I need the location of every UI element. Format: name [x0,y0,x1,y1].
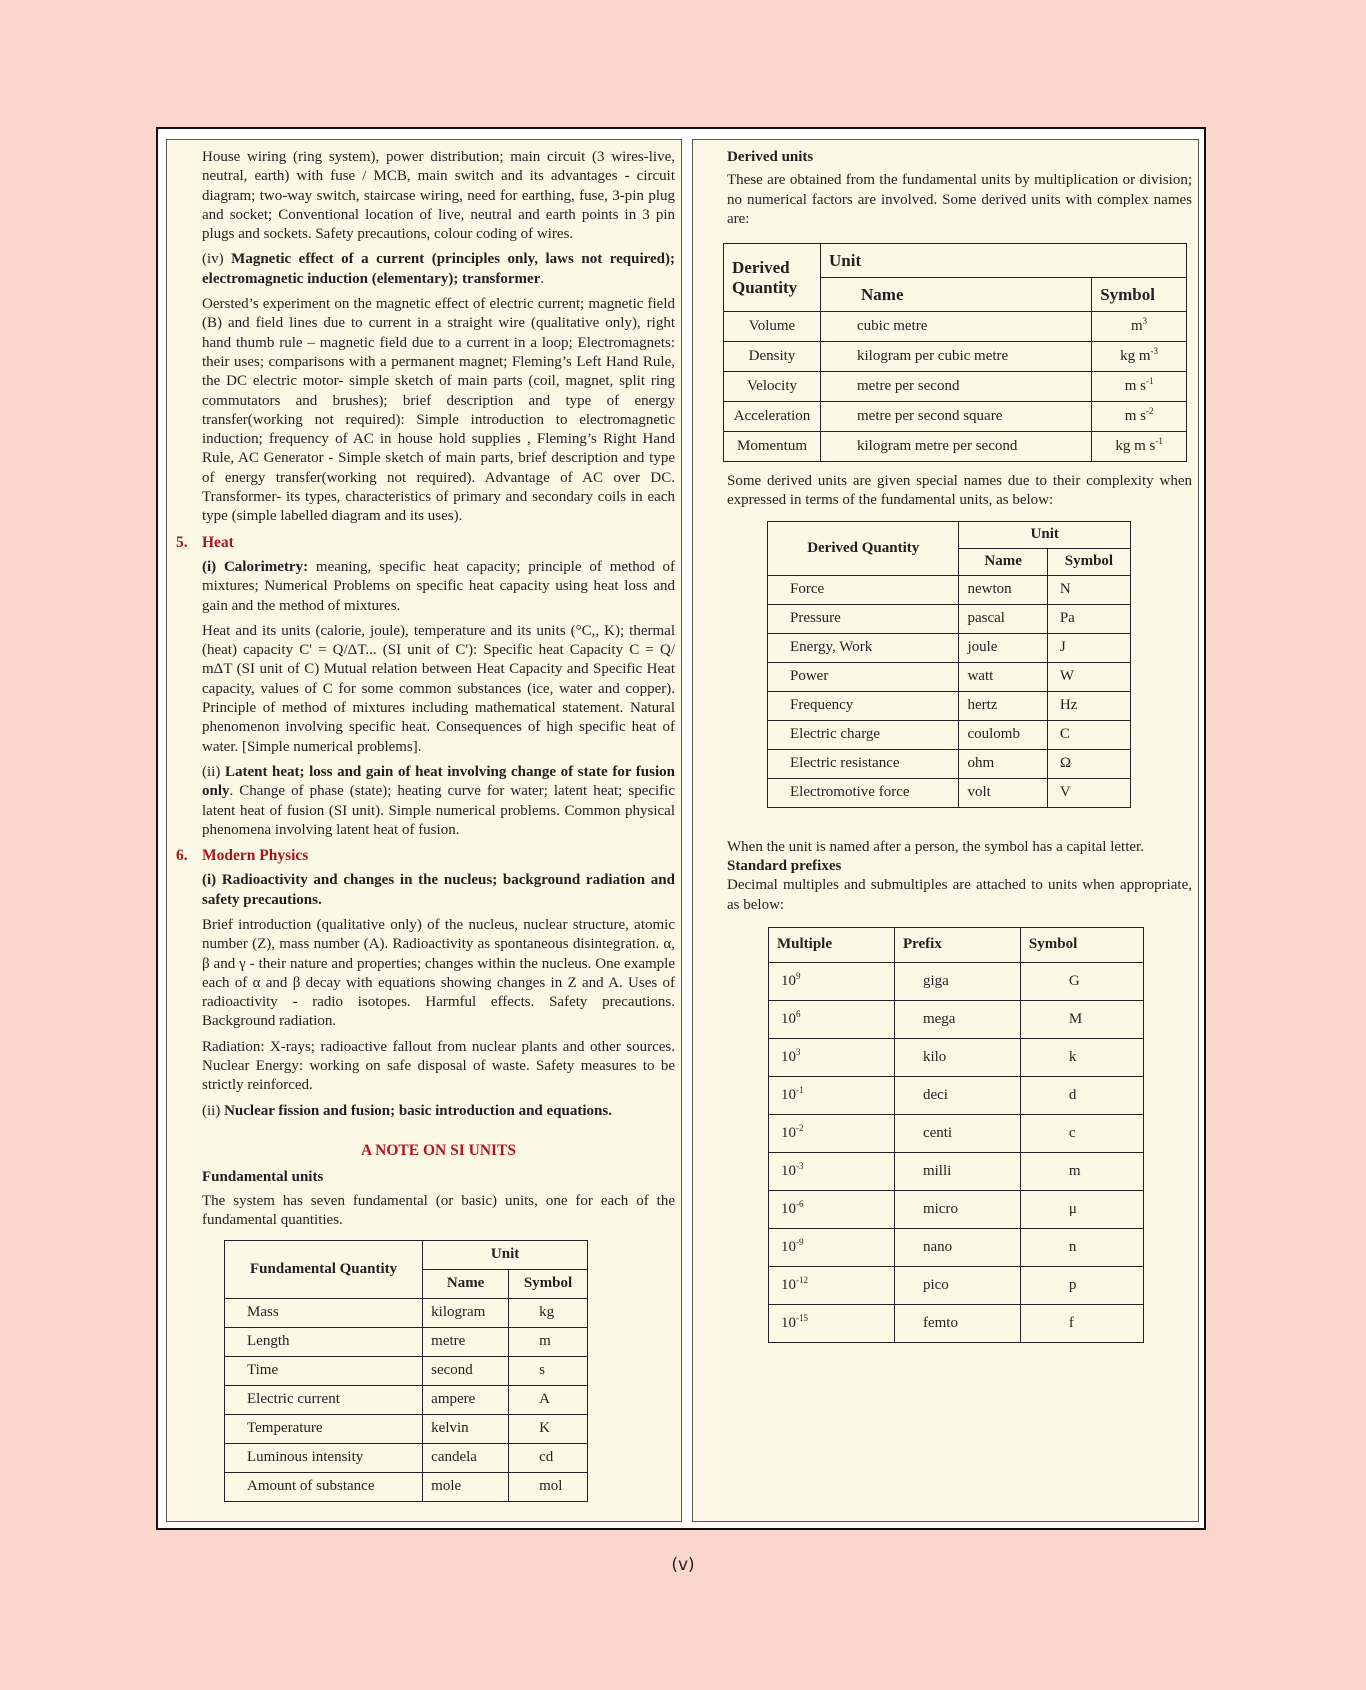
name-cell-text: watt [967,668,994,685]
table-row [769,1304,1144,1342]
header-symbol: Symbol [509,1270,588,1299]
item-text: . Change of phase (state); heating curve for water; latent heat; specific latent heat of fusion (SI unit). Simple numerical problems. Common physical phenomena involving latent heat of fusion. [202,783,675,838]
symbol-cell-text: Pa [1059,610,1075,627]
section-number: 6. [176,847,188,865]
name-cell [959,749,1047,778]
quantity-cell [724,372,821,402]
symbol-cell [1092,342,1187,372]
prefix-table [768,927,1144,1343]
superscript: -12 [796,1274,808,1285]
quantity-cell-text: Electric current [247,1391,340,1408]
fission-heading [202,1102,675,1121]
symbol-cell [1020,1190,1143,1228]
symbol-cell [1092,312,1187,342]
multiple-cell-text: 10 [781,972,796,989]
quantity-cell [225,1357,423,1386]
symbol-cell [509,1357,588,1386]
superscript: 6 [796,1008,801,1019]
table-row [724,402,1187,432]
symbol-cell-text: Hz [1059,697,1078,714]
table-row [768,749,1131,778]
name-cell [959,633,1047,662]
table-row [724,372,1187,402]
symbol-cell [1047,749,1130,778]
header-unit: Unit [821,244,1187,278]
table-row [769,1152,1144,1190]
quantity-cell [768,604,959,633]
superscript: -6 [796,1198,804,1209]
name-cell-text: mole [431,1478,462,1495]
symbol-cell-text: c [1068,1124,1076,1141]
table-row [225,1415,588,1444]
prefix-cell [894,1304,1020,1342]
name-cell [423,1473,509,1502]
page-number: (v) [671,1555,695,1575]
item-number: (iv) [202,251,232,268]
table-row [769,1076,1144,1114]
si-units-title: A NOTE ON SI UNITS [360,1141,517,1159]
name-cell-text: ohm [967,755,995,772]
prefix-cell-text: deci [922,1086,948,1103]
prefix-cell [894,1190,1020,1228]
multiple-cell [769,1228,895,1266]
multiple-cell [769,1266,895,1304]
table-row [724,342,1187,372]
page-frame [156,127,1206,1530]
prefix-cell-text: femto [922,1314,958,1331]
symbol-cell [509,1473,588,1502]
prefix-cell [894,1266,1020,1304]
superscript: 3 [796,1046,801,1057]
quantity-cell-text: Velocity [747,378,797,395]
header-symbol: Symbol [1020,927,1143,962]
multiple-cell-text: 10 [781,1010,796,1027]
quantity-cell [724,342,821,372]
table-row [768,691,1131,720]
quantity-cell-text: Mass [247,1304,279,1321]
table-row [724,312,1187,342]
header-unit: Unit [959,521,1131,548]
quantity-cell-text: Pressure [790,610,841,627]
prefix-cell-text: micro [922,1200,958,1217]
name-cell [959,720,1047,749]
header-quantity: Derived Quantity [768,521,959,575]
prefix-cell [894,962,1020,1000]
table-row [769,1038,1144,1076]
prefix-cell [894,1038,1020,1076]
symbol-cell-text: Ω [1059,755,1071,772]
heat-units-paragraph: Heat and its units (calorie, joule), temperature and its units (°C,, K); thermal (heat) capacity C' = Q/ΔT... (SI unit of C'): Specific heat Capacity C = Q/ mΔT (SI unit of C) Mutual relation between Heat Capacity and Specific Heat capacity, values of C for some common substances (ice, water and copper). Principle of method of mixtures including mathematical statement. Natural phenomenon involving specific heat. Consequences of high specific heat of water. [Simple numerical problems]. [202,622,675,755]
prefix-cell-text: pico [922,1276,949,1293]
item-title: Nuclear fission and fusion; basic introduction and equations. [224,1102,612,1119]
symbol-cell [1020,1266,1143,1304]
superscript: -1 [796,1084,804,1095]
symbol-cell-text: M [1068,1010,1083,1027]
name-cell-text: kilogram per cubic metre [857,348,1009,365]
prefix-cell [894,1114,1020,1152]
prefix-cell-text: centi [922,1124,953,1141]
table-row [225,1299,588,1328]
item-title: (i) Calorimetry: [202,558,309,575]
name-cell-text: ampere [431,1391,476,1408]
symbol-cell-text: N [1059,581,1071,598]
name-cell [423,1357,509,1386]
symbol-cell-text: m s [1124,408,1146,425]
table-row [769,1000,1144,1038]
symbol-cell [1020,1304,1143,1342]
symbol-cell-text: V [1059,784,1071,801]
name-cell [821,432,1092,462]
derived-units-table [723,243,1187,462]
quantity-cell-text: Temperature [247,1420,323,1437]
name-cell-text: candela [431,1449,477,1466]
symbol-cell [1047,604,1130,633]
name-cell-text: joule [967,639,998,656]
quantity-cell [768,720,959,749]
table-row [225,1328,588,1357]
prefix-cell [894,1152,1020,1190]
quantity-cell [768,662,959,691]
multiple-cell [769,1038,895,1076]
quantity-cell [225,1444,423,1473]
table-row [225,1473,588,1502]
quantity-cell-text: Time [247,1362,279,1379]
symbol-cell [1047,778,1130,807]
symbol-cell [1020,1228,1143,1266]
symbol-cell [509,1299,588,1328]
quantity-cell-text: Power [790,668,829,685]
multiple-cell [769,1304,895,1342]
quantity-cell-text: Electromotive force [790,784,910,801]
name-cell-text: hertz [967,697,998,714]
table-row [769,1266,1144,1304]
superscript: -3 [796,1160,804,1171]
name-cell [959,662,1047,691]
table-row [225,1386,588,1415]
quantity-cell [768,575,959,604]
header-multiple: Multiple [769,927,895,962]
latent-heat-paragraph [202,763,675,840]
name-cell [821,372,1092,402]
symbol-cell [1020,1000,1143,1038]
symbol-cell-text: f [1068,1314,1074,1331]
name-cell-text: metre per second square [857,408,1003,425]
radioactivity-heading [202,871,675,910]
superscript: 9 [796,970,801,981]
standard-prefixes-heading: Standard prefixes [727,858,842,875]
name-cell [821,312,1092,342]
symbol-cell-text: mol [539,1478,563,1495]
header-name: Name [959,548,1047,575]
person-note: When the unit is named after a person, the symbol has a capital letter. [727,838,1144,855]
symbol-cell-text: J [1059,639,1066,656]
item-title: Latent heat; loss and gain of heat involving change of state for fusion only [202,763,675,800]
prefix-cell [894,1228,1020,1266]
prefix-cell-text: milli [922,1162,952,1179]
symbol-cell-text: C [1059,726,1070,743]
quantity-cell [225,1415,423,1444]
quantity-cell [724,432,821,462]
item-title: (i) Radioactivity and changes in the nucleus; background radiation and safety precautions. [202,872,675,908]
symbol-cell-text: m [539,1333,551,1350]
derived-units-intro: These are obtained from the fundamental units by multiplication or division; no numerical factors are involved. Some derived units with complex names are: [727,172,1192,227]
symbol-cell-text: kg m [1120,348,1151,365]
special-names-intro: Some derived units are given special names due to their complexity when expressed in terms of the fundamental units, as below: [727,473,1192,509]
quantity-cell-text: Amount of substance [247,1478,375,1495]
quantity-cell [225,1386,423,1415]
header-symbol: Symbol [1092,278,1187,312]
quantity-cell-text: Frequency [790,697,854,714]
prefix-cell-text: kilo [922,1048,947,1065]
name-cell-text: kilogram [431,1304,486,1321]
prefix-cell [894,1000,1020,1038]
name-cell [423,1415,509,1444]
radiation-paragraph: Radiation: X-rays; radioactive fallout from nuclear plants and other sources. Nuclear Energy: working on safe disposal of waste. Safety measures to be strictly reinforced. [202,1038,675,1094]
table-row [769,1190,1144,1228]
table-row [768,604,1131,633]
symbol-cell-text: m s [1124,378,1146,395]
multiple-cell [769,1190,895,1228]
symbol-cell [1047,720,1130,749]
symbol-cell [1020,1038,1143,1076]
superscript: -2 [796,1122,804,1133]
house-wiring-paragraph: House wiring (ring system), power distribution; main circuit (3 wires-live, neutral, earth) with fuse / MCB, main switch and its advantages - circuit diagram; two-way switch, staircase wiring, need for earthing, fuse, 3-pin plug and socket; Conventional location of live, neutral and earth points in 3 pin plugs and sockets. Safety precautions, colour coding of wires. [202,149,675,243]
standard-prefixes-intro: Decimal multiples and submultiples are attached to units when appropriate, as below: [727,877,1192,913]
name-cell [959,691,1047,720]
quantity-cell [225,1299,423,1328]
symbol-cell [1020,962,1143,1000]
symbol-cell [1020,1152,1143,1190]
item-number: (ii) [202,763,225,780]
symbol-cell [1020,1114,1143,1152]
name-cell [959,604,1047,633]
symbol-cell-text: n [1068,1238,1077,1255]
symbol-cell-text: k [1068,1048,1077,1065]
fundamental-units-intro: The system has seven fundamental (or basic) units, one for each of the fundamental quantities. [202,1192,675,1228]
table-row [225,1444,588,1473]
special-names-table [767,521,1131,808]
multiple-cell-text: 10 [781,1048,796,1065]
name-cell [959,575,1047,604]
name-cell-text: kilogram metre per second [857,438,1018,455]
symbol-cell-text: A [539,1391,550,1408]
symbol-cell-text: p [1068,1276,1077,1293]
symbol-cell [509,1328,588,1357]
quantity-cell-text: Energy, Work [790,639,873,656]
table-row [769,962,1144,1000]
multiple-cell-text: 10 [781,1276,796,1293]
calorimetry-paragraph [202,558,675,616]
section-heat-heading [176,533,675,552]
name-cell [821,342,1092,372]
symbol-cell [1092,402,1187,432]
symbol-cell [1047,575,1130,604]
superscript: -3 [1150,346,1159,357]
radioactivity-paragraph: Brief introduction (qualitative only) of the nucleus, nuclear structure, atomic number (Z), mass number (A). Radioactivity as spontaneous disintegration. α, β and γ - their nature and properties; changes within the nucleus. One example each of α and β decay with equations showing changes in Z and A. Uses of radioactivity - radio isotopes. Harmful effects. Safety precautions. Background radiation. [202,916,675,1030]
name-cell [423,1299,509,1328]
multiple-cell-text: 10 [781,1238,796,1255]
symbol-cell [509,1386,588,1415]
symbol-cell-text: K [539,1420,550,1437]
symbol-cell-text: G [1068,972,1080,989]
quantity-cell-text: Electric charge [790,726,881,743]
left-column [166,139,682,1522]
name-cell-text: coulomb [967,726,1020,743]
table-row [768,720,1131,749]
quantity-cell-text: Electric resistance [790,755,900,772]
symbol-cell [1020,1076,1143,1114]
header-prefix: Prefix [894,927,1020,962]
symbol-cell [1047,691,1130,720]
magnetic-effect-paragraph: Oersted’s experiment on the magnetic effect of electric current; magnetic field (B) and field lines due to current in a straight wire (qualitative only), right hand thumb rule – magnetic field due to a current in a loop; Electromagnets: their uses; comparisons with a permanent magnet; Fleming’s Left Hand Rule, the DC electric motor- simple sketch of main parts (coil, magnet, split ring commutators and brushes); brief description and type of energy transfer(working not required): Simple introduction to electromagnetic induction; frequency of AC in house hold supplies , Fleming’s Right Hand Rule, AC Generator - Simple sketch of main parts, brief description and type of energy transfer(working not required). Advantage of AC over DC. Transformer- its types, characteristics of primary and secondary coils in each type (simple labelled diagram and its uses). [202,296,675,525]
table-row [769,1228,1144,1266]
multiple-cell [769,962,895,1000]
symbol-cell-text: cd [539,1449,554,1466]
superscript: -15 [796,1312,808,1323]
quantity-cell-text: Momentum [737,438,807,455]
quantity-cell [768,691,959,720]
header-unit: Unit [423,1241,588,1270]
quantity-cell [225,1473,423,1502]
name-cell [423,1328,509,1357]
quantity-cell [768,778,959,807]
header-quantity: Derived Quantity [724,244,821,312]
section-modern-physics-heading [176,846,675,865]
superscript: -1 [1155,436,1163,447]
name-cell-text: second [431,1362,473,1379]
magnetic-effect-heading [202,250,675,289]
item-number: (ii) [202,1102,225,1119]
table-row [768,662,1131,691]
superscript: -1 [1145,376,1154,387]
quantity-cell [225,1328,423,1357]
symbol-cell [509,1444,588,1473]
section-title: Heat [202,533,234,551]
fundamental-units-table [224,1240,588,1502]
name-cell-text: pascal [967,610,1005,627]
symbol-cell-text: kg [539,1304,555,1321]
prefix-cell-text: nano [922,1238,953,1255]
table-row [768,633,1131,662]
quantity-cell-text: Luminous intensity [247,1449,364,1466]
multiple-cell-text: 10 [781,1200,796,1217]
item-suffix: . [540,270,545,287]
symbol-cell [1092,432,1187,462]
prefix-cell-text: giga [922,972,949,989]
superscript: 3 [1142,316,1148,327]
name-cell-text: metre [431,1333,466,1350]
prefix-cell-text: mega [922,1010,956,1027]
symbol-cell-text: W [1059,668,1075,685]
name-cell [959,778,1047,807]
multiple-cell-text: 10 [781,1162,796,1179]
multiple-cell-text: 10 [781,1086,796,1103]
quantity-cell-text: Force [790,581,825,598]
name-cell [423,1444,509,1473]
symbol-cell [1092,372,1187,402]
header-name: Name [821,278,1092,312]
symbol-cell-text: kg m s [1115,438,1156,455]
symbol-cell [1047,662,1130,691]
quantity-cell-text: Acceleration [733,408,811,425]
name-cell [821,402,1092,432]
symbol-cell-text: s [539,1362,545,1379]
header-symbol: Symbol [1047,548,1130,575]
section-number: 5. [176,533,188,551]
section-title: Modern Physics [202,847,309,865]
header-quantity: Fundamental Quantity [225,1241,423,1299]
table-row [769,1114,1144,1152]
item-title: Magnetic effect of a current (principles only, laws not required); electromagnetic induction (elementary); transformer [202,251,675,287]
multiple-cell [769,1152,895,1190]
multiple-cell [769,1000,895,1038]
right-column [692,139,1199,1522]
name-cell-text: newton [967,581,1012,598]
symbol-cell [1047,633,1130,662]
multiple-cell [769,1076,895,1114]
table-row [768,778,1131,807]
multiple-cell-text: 10 [781,1124,796,1141]
superscript: -2 [1145,406,1154,417]
header-name: Name [423,1270,509,1299]
fundamental-units-heading: Fundamental units [202,1169,324,1186]
quantity-cell-text: Length [247,1333,290,1350]
multiple-cell-text: 10 [781,1314,796,1331]
quantity-cell [768,749,959,778]
derived-units-heading: Derived units [727,149,814,165]
symbol-cell [509,1415,588,1444]
quantity-cell-text: Density [748,348,796,365]
item-text: meaning, specific heat capacity; principle of method of mixtures; Numerical Problems on specific heat capacity using heat loss and gain and the method of mixtures. [202,558,675,614]
symbol-cell-text: m [1131,318,1143,335]
name-cell-text: volt [967,784,991,801]
quantity-cell [724,402,821,432]
symbol-cell-text: m [1068,1162,1081,1179]
table-row [225,1357,588,1386]
name-cell-text: kelvin [431,1420,469,1437]
multiple-cell [769,1114,895,1152]
prefix-cell [894,1076,1020,1114]
superscript: -9 [796,1236,804,1247]
quantity-cell-text: Volume [748,318,796,335]
table-row [724,432,1187,462]
symbol-cell-text: d [1068,1086,1077,1103]
name-cell-text: metre per second [857,378,960,395]
name-cell-text: cubic metre [857,318,928,335]
table-row [768,575,1131,604]
name-cell [423,1386,509,1415]
quantity-cell [768,633,959,662]
symbol-cell-text: μ [1068,1200,1077,1217]
quantity-cell [724,312,821,342]
